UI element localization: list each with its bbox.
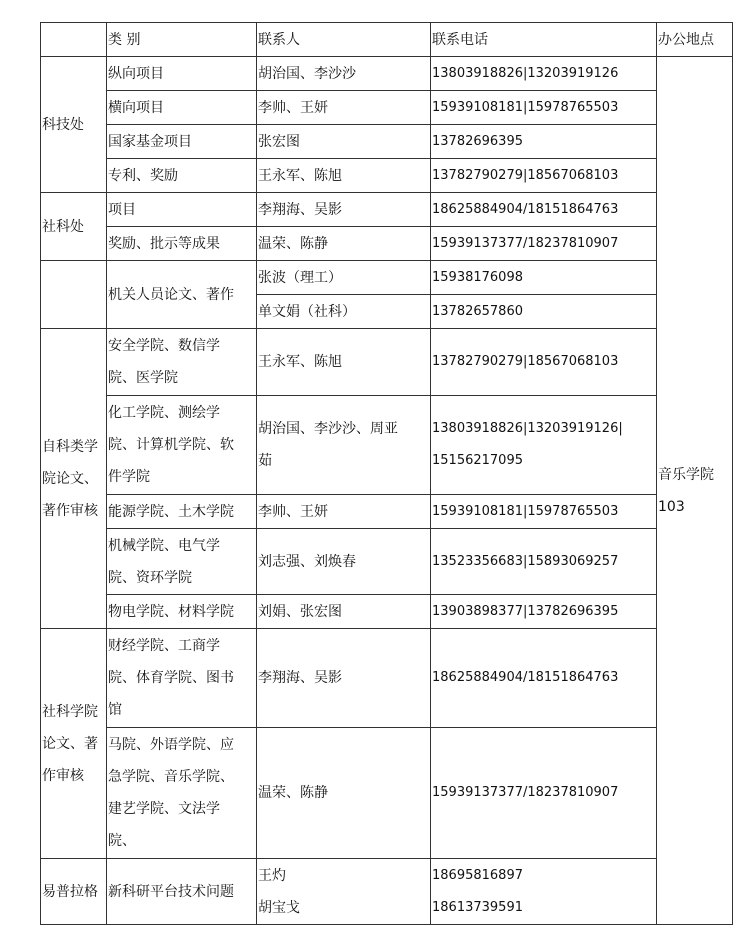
table-row xyxy=(41,859,733,925)
row-category xyxy=(107,529,257,595)
row-contact: 王永军、陈旭 xyxy=(257,159,431,193)
table-row xyxy=(41,125,733,159)
contact-table xyxy=(40,22,733,925)
row-contact: 温荣、陈静 xyxy=(257,227,431,261)
header-contact: 联系人 xyxy=(257,23,431,57)
row-phone: 13782790279|18567068103 xyxy=(431,329,657,396)
row-contact xyxy=(257,396,431,495)
row-category: 专利、奖励 xyxy=(107,159,257,193)
phone-line: 15156217095 xyxy=(432,453,523,468)
header-phone: 联系电话 xyxy=(431,23,657,57)
phone-line: 18613739591 xyxy=(432,899,523,915)
row-category: 国家基金项目 xyxy=(107,125,257,159)
row-contact: 李帅、王妍 xyxy=(257,91,431,125)
office-location xyxy=(657,57,733,925)
row-contact: 王永军、陈旭 xyxy=(257,329,431,396)
table-row xyxy=(41,495,733,529)
row-phone xyxy=(431,859,657,925)
row-category: 能源学院、土木学院 xyxy=(107,495,257,529)
row-contact xyxy=(257,859,431,925)
table-row xyxy=(41,728,733,859)
table-row xyxy=(41,227,733,261)
table-row xyxy=(41,193,733,227)
row-phone: 15939108181|15978765503 xyxy=(431,495,657,529)
category-line: 院、医学院 xyxy=(108,370,178,386)
category-line: 急学院、音乐学院、 xyxy=(108,769,234,785)
row-contact: 李帅、王妍 xyxy=(257,495,431,529)
row-contact: 胡治国、李沙沙 xyxy=(257,57,431,91)
header-row xyxy=(41,23,733,57)
group-shekexy xyxy=(41,629,107,859)
category-line: 机械学院、电气学 xyxy=(108,537,220,554)
row-contact: 刘娟、张宏图 xyxy=(257,595,431,629)
row-phone xyxy=(431,396,657,495)
header-category: 类 别 xyxy=(107,23,257,57)
row-category: 横向项目 xyxy=(107,91,257,125)
category-line: 化工学院、测绘学 xyxy=(108,405,220,421)
table-row xyxy=(41,396,733,495)
row-phone: 18625884904/18151864763 xyxy=(431,193,657,227)
row-phone: 15938176098 xyxy=(431,261,657,295)
table-row xyxy=(41,261,733,295)
row-contact: 张宏图 xyxy=(257,125,431,159)
row-category: 物电学院、材料学院 xyxy=(107,595,257,629)
row-phone: 13782790279|18567068103 xyxy=(431,159,657,193)
group-sheke: 社科处 xyxy=(41,193,107,261)
phone-line: 18695816897 xyxy=(432,867,523,883)
group-zike-line: 著作审核 xyxy=(42,502,98,519)
row-contact: 张波（理工） xyxy=(257,261,431,295)
row-phone: 13803918826|13203919126 xyxy=(431,57,657,91)
row-category: 新科研平台技术问题 xyxy=(107,859,257,925)
group-zike-line: 院论文、 xyxy=(42,470,98,487)
row-contact: 单文娟（社科） xyxy=(257,295,431,329)
row-phone: 13903898377|13782696395 xyxy=(431,595,657,629)
contact-line: 胡治国、李沙沙、周亚 xyxy=(258,421,398,437)
category-line: 马院、外语学院、应 xyxy=(108,737,234,753)
row-contact: 刘志强、刘焕春 xyxy=(257,529,431,595)
group-shekexy-line: 社科学院 xyxy=(42,703,98,720)
table-row xyxy=(41,629,733,728)
group-keji: 科技处 xyxy=(41,57,107,193)
row-phone: 18625884904/18151864763 xyxy=(431,629,657,728)
category-line: 安全学院、数信学 xyxy=(108,338,220,354)
table-row xyxy=(41,595,733,629)
row-phone: 13523356683|15893069257 xyxy=(431,529,657,595)
row-phone: 15939108181|15978765503 xyxy=(431,91,657,125)
row-contact: 李翔海、吴影 xyxy=(257,629,431,728)
category-line: 院、资环学院 xyxy=(108,569,192,586)
row-phone: 13782657860 xyxy=(431,295,657,329)
header-office: 办公地点 xyxy=(657,23,733,57)
category-line: 院、计算机学院、软 xyxy=(108,437,234,453)
row-contact: 温荣、陈静 xyxy=(257,728,431,859)
category-line: 建艺学院、文法学 xyxy=(108,801,220,817)
category-line: 财经学院、工商学 xyxy=(108,638,220,654)
category-line: 件学院 xyxy=(108,469,150,485)
category-line: 院、体育学院、图书 xyxy=(108,670,234,686)
row-category: 机关人员论文、著作 xyxy=(107,261,257,329)
row-category xyxy=(107,629,257,728)
row-phone: 13782696395 xyxy=(431,125,657,159)
row-category xyxy=(107,728,257,859)
group-zike xyxy=(41,329,107,629)
row-contact: 李翔海、吴影 xyxy=(257,193,431,227)
category-line: 馆 xyxy=(108,702,122,718)
table-row xyxy=(41,57,733,91)
table-row xyxy=(41,329,733,396)
row-category: 奖励、批示等成果 xyxy=(107,227,257,261)
table-row xyxy=(41,159,733,193)
table-row xyxy=(41,529,733,595)
row-category xyxy=(107,329,257,396)
row-category: 项目 xyxy=(107,193,257,227)
row-phone: 15939137377/18237810907 xyxy=(431,728,657,859)
contact-line: 王灼 xyxy=(258,867,286,884)
group-shekexy-line: 论文、著 xyxy=(42,735,98,752)
row-category: 纵向项目 xyxy=(107,57,257,91)
group-blank xyxy=(41,261,107,329)
group-zike-line: 自科类学 xyxy=(42,438,98,455)
contact-line: 茹 xyxy=(258,453,272,469)
header-blank xyxy=(41,23,107,57)
category-line: 院、 xyxy=(108,833,136,849)
group-shekexy-line: 作审核 xyxy=(42,767,84,784)
phone-line: 13803918826|13203919126| xyxy=(432,421,623,436)
row-phone: 15939137377/18237810907 xyxy=(431,227,657,261)
office-line-1: 音乐学院 xyxy=(658,466,714,483)
table-row xyxy=(41,91,733,125)
contact-line: 胡宝戈 xyxy=(258,899,300,916)
office-line-2: 103 xyxy=(658,498,685,515)
group-yipu: 易普拉格 xyxy=(41,859,107,925)
row-category xyxy=(107,396,257,495)
